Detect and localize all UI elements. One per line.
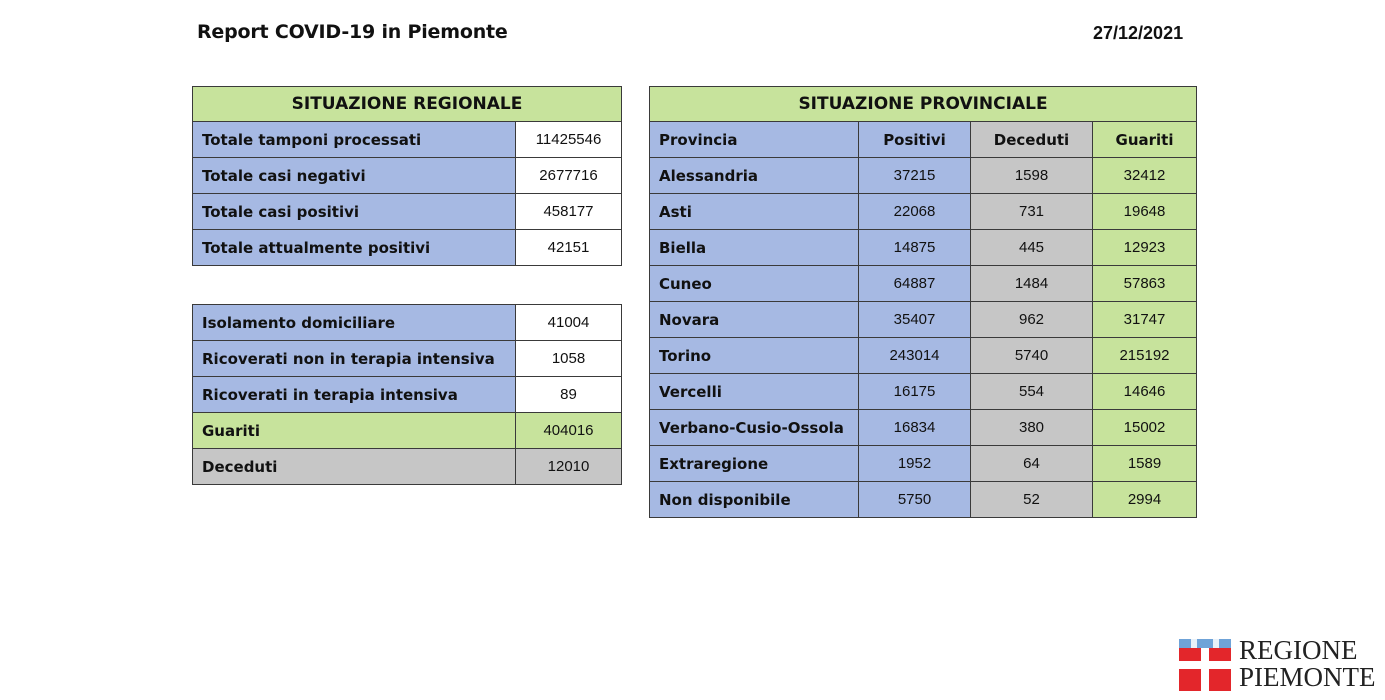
deceduti-value: 554 bbox=[971, 374, 1093, 410]
table-row bbox=[650, 338, 1197, 374]
row-label: Totale casi negativi bbox=[193, 158, 516, 194]
row-value: 41004 bbox=[516, 305, 622, 341]
table-row bbox=[193, 230, 622, 266]
guariti-value: 32412 bbox=[1093, 158, 1197, 194]
row-label: Totale tamponi processati bbox=[193, 122, 516, 158]
positivi-value: 35407 bbox=[859, 302, 971, 338]
guariti-value: 15002 bbox=[1093, 410, 1197, 446]
deceduti-value: 5740 bbox=[971, 338, 1093, 374]
positivi-value: 16175 bbox=[859, 374, 971, 410]
deceduti-value: 731 bbox=[971, 194, 1093, 230]
deceduti-value: 962 bbox=[971, 302, 1093, 338]
provincial-table-title: SITUAZIONE PROVINCIALE bbox=[650, 87, 1197, 122]
positivi-value: 1952 bbox=[859, 446, 971, 482]
deceduti-value: 1484 bbox=[971, 266, 1093, 302]
province-name: Extraregione bbox=[650, 446, 859, 482]
guariti-value: 14646 bbox=[1093, 374, 1197, 410]
table-row bbox=[193, 305, 622, 341]
table-row bbox=[650, 266, 1197, 302]
table-row bbox=[650, 446, 1197, 482]
positivi-value: 14875 bbox=[859, 230, 971, 266]
positivi-value: 5750 bbox=[859, 482, 971, 518]
column-header-guariti: Guariti bbox=[1093, 122, 1197, 158]
table-row bbox=[193, 377, 622, 413]
row-label: Totale casi positivi bbox=[193, 194, 516, 230]
regione-piemonte-logo bbox=[1177, 635, 1376, 695]
table-row bbox=[193, 449, 622, 485]
guariti-value: 19648 bbox=[1093, 194, 1197, 230]
report-date: 27/12/2021 bbox=[1093, 23, 1184, 43]
deceduti-value: 52 bbox=[971, 482, 1093, 518]
column-header-provincia: Provincia bbox=[650, 122, 859, 158]
row-label: Totale attualmente positivi bbox=[193, 230, 516, 266]
table-row bbox=[193, 122, 622, 158]
row-value: 458177 bbox=[516, 194, 622, 230]
table-row bbox=[193, 341, 622, 377]
deceduti-value: 64 bbox=[971, 446, 1093, 482]
guariti-value: 215192 bbox=[1093, 338, 1197, 374]
table-row bbox=[650, 482, 1197, 518]
row-label: Deceduti bbox=[193, 449, 516, 485]
row-value: 404016 bbox=[516, 413, 622, 449]
row-value: 11425546 bbox=[516, 122, 622, 158]
guariti-value: 2994 bbox=[1093, 482, 1197, 518]
province-name: Cuneo bbox=[650, 266, 859, 302]
table-row bbox=[650, 410, 1197, 446]
row-value: 89 bbox=[516, 377, 622, 413]
province-name: Asti bbox=[650, 194, 859, 230]
positivi-value: 37215 bbox=[859, 158, 971, 194]
table-row bbox=[650, 194, 1197, 230]
deceduti-value: 380 bbox=[971, 410, 1093, 446]
deceduti-value: 1598 bbox=[971, 158, 1093, 194]
row-label: Ricoverati in terapia intensiva bbox=[193, 377, 516, 413]
province-name: Alessandria bbox=[650, 158, 859, 194]
row-label: Isolamento domiciliare bbox=[193, 305, 516, 341]
row-value: 12010 bbox=[516, 449, 622, 485]
table-row bbox=[650, 302, 1197, 338]
row-value: 1058 bbox=[516, 341, 622, 377]
province-name: Vercelli bbox=[650, 374, 859, 410]
column-header-positivi: Positivi bbox=[859, 122, 971, 158]
row-label: Guariti bbox=[193, 413, 516, 449]
table-row bbox=[650, 158, 1197, 194]
table-row bbox=[650, 230, 1197, 266]
province-name: Novara bbox=[650, 302, 859, 338]
province-name: Non disponibile bbox=[650, 482, 859, 518]
positivi-value: 64887 bbox=[859, 266, 971, 302]
guariti-value: 12923 bbox=[1093, 230, 1197, 266]
detail-table bbox=[192, 304, 622, 485]
piemonte-flag-icon bbox=[1177, 637, 1233, 693]
row-label: Ricoverati non in terapia intensiva bbox=[193, 341, 516, 377]
row-value: 2677716 bbox=[516, 158, 622, 194]
guariti-value: 1589 bbox=[1093, 446, 1197, 482]
logo-line-1: REGIONE bbox=[1239, 635, 1358, 665]
province-name: Verbano-Cusio-Ossola bbox=[650, 410, 859, 446]
table-row bbox=[193, 413, 622, 449]
positivi-value: 22068 bbox=[859, 194, 971, 230]
column-header-deceduti: Deceduti bbox=[971, 122, 1093, 158]
province-name: Torino bbox=[650, 338, 859, 374]
row-value: 42151 bbox=[516, 230, 622, 266]
guariti-value: 57863 bbox=[1093, 266, 1197, 302]
province-name: Biella bbox=[650, 230, 859, 266]
guariti-value: 31747 bbox=[1093, 302, 1197, 338]
report-title: Report COVID-19 in Piemonte bbox=[197, 21, 508, 43]
deceduti-value: 445 bbox=[971, 230, 1093, 266]
positivi-value: 16834 bbox=[859, 410, 971, 446]
table-row bbox=[193, 194, 622, 230]
table-header-row bbox=[650, 122, 1197, 158]
positivi-value: 243014 bbox=[859, 338, 971, 374]
table-row bbox=[650, 374, 1197, 410]
logo-line-2: PIEMONTE bbox=[1239, 662, 1376, 692]
regional-table bbox=[192, 86, 622, 266]
provincial-table bbox=[649, 86, 1197, 518]
table-row bbox=[193, 158, 622, 194]
regional-table-title: SITUAZIONE REGIONALE bbox=[193, 87, 622, 122]
